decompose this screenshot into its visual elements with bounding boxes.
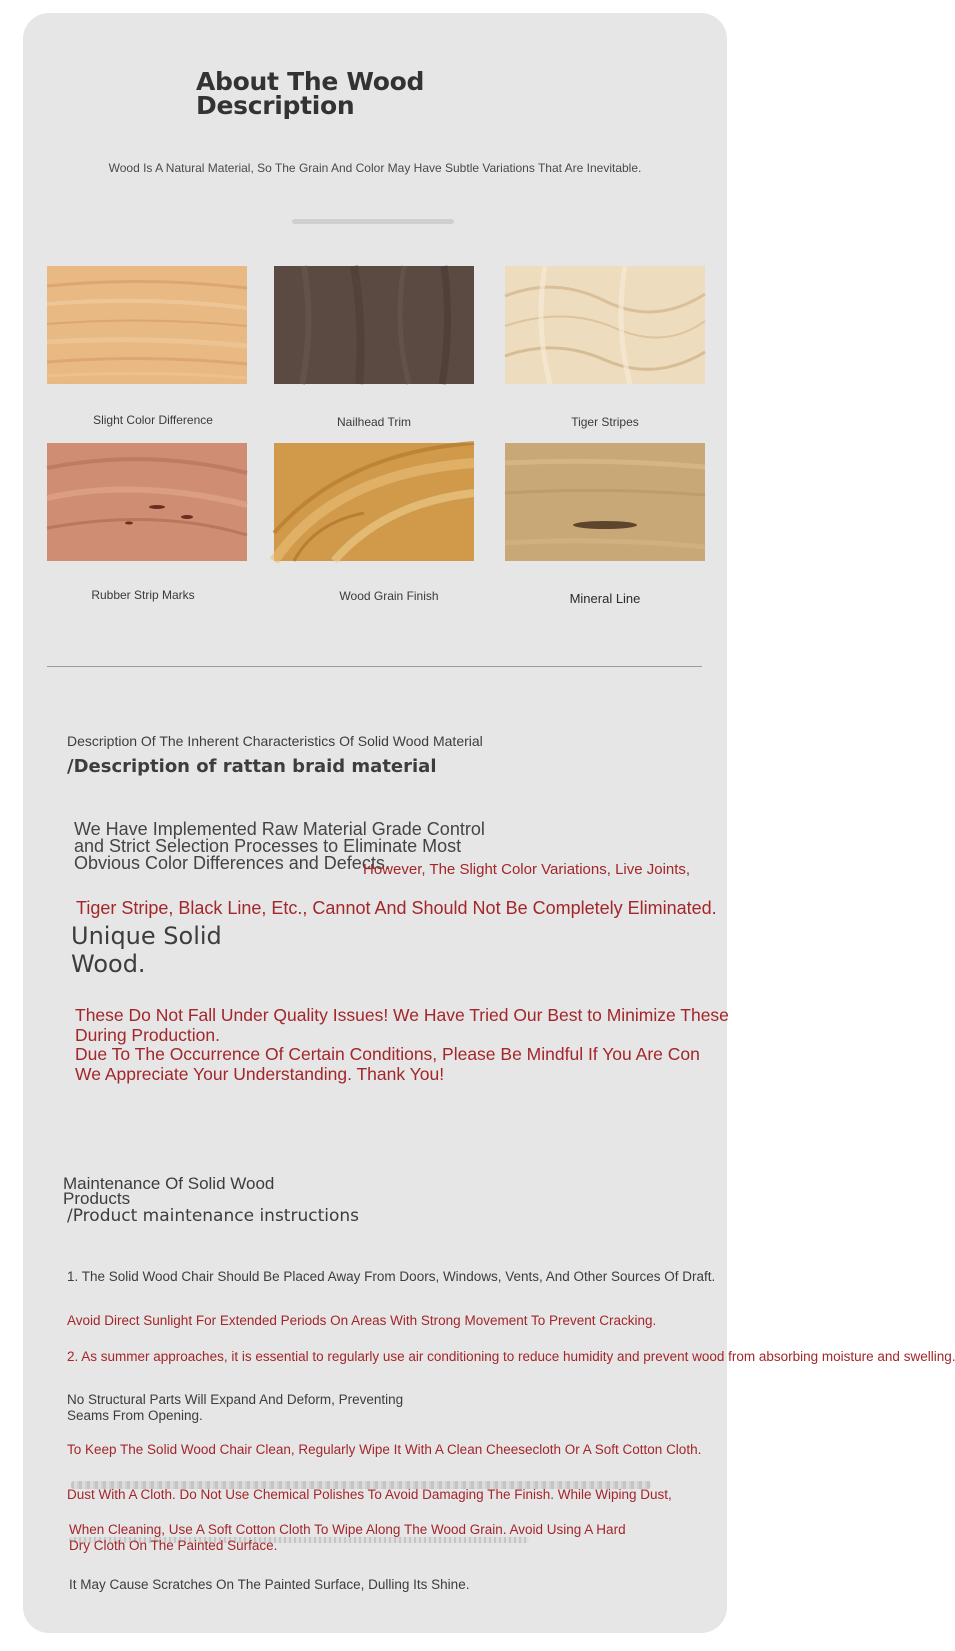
- unique-solid-wood: Unique Solid Wood.: [71, 922, 222, 978]
- cherry-grain-icon: [47, 443, 247, 561]
- maintenance-item: When Cleaning, Use A Soft Cotton Cloth To Wipe Along The Wood Grain. Avoid Using A Hard Dry Cloth On The Painted Surface.: [69, 1522, 626, 1553]
- quality-notice-line: During Production.: [75, 1024, 220, 1045]
- page-subtitle: Wood Is A Natural Material, So The Grain And Color May Have Subtle Variations That Are Inevitable.: [108, 161, 642, 175]
- swatch-tiger-maple: [505, 266, 705, 384]
- maintenance-item: 2. As summer approaches, it is essential to regularly use air conditioning to reduce humidity and prevent wood from absorbing moisture and swelling.: [67, 1349, 955, 1364]
- swatch-caption: Tiger Stripes: [571, 415, 639, 429]
- quality-control-text: We Have Implemented Raw Material Grade Control and Strict Selection Processes to Eliminate Most Obvious Color Differences and Defects.: [74, 819, 485, 873]
- content-card: [23, 13, 955, 1633]
- swatch-caption: Nailhead Trim: [336, 415, 412, 429]
- quality-notice-line: We Appreciate Your Understanding. Thank You!: [75, 1063, 445, 1084]
- maintenance-subheading: /Product maintenance instructions: [67, 1206, 360, 1226]
- quality-notice-line: Due To The Occurrence Of Certain Conditions, Please Be Mindful If You Are Con: [75, 1044, 700, 1064]
- variation-note: However, The Slight Color Variations, Live Joints,: [363, 861, 691, 878]
- maintenance-heading: Maintenance Of Solid Wood Products: [63, 1174, 275, 1208]
- light-oak-grain-icon: [47, 266, 247, 384]
- maintenance-item: 1. The Solid Wood Chair Should Be Placed Away From Doors, Windows, Vents, And Other Sources Of Draft.: [67, 1269, 716, 1284]
- swatch-caption: Rubber Strip Marks: [91, 588, 195, 602]
- section-heading: Description Of The Inherent Characteristics Of Solid Wood Material: [67, 733, 483, 749]
- section-divider: [47, 666, 702, 667]
- swatch-golden-burl: [274, 443, 474, 561]
- maintenance-item: Dust With A Cloth. Do Not Use Chemical Polishes To Avoid Damaging The Finish. While Wiping Dust,: [67, 1487, 672, 1502]
- swatch-caption: Slight Color Difference: [93, 413, 213, 427]
- divider-pill: [292, 219, 454, 224]
- swatch-cherry: [47, 443, 247, 561]
- quality-notice-line: These Do Not Fall Under Quality Issues! We Have Tried Our Best to Minimize These: [75, 1005, 729, 1025]
- maintenance-item: To Keep The Solid Wood Chair Clean, Regularly Wipe It With A Clean Cheesecloth Or A Soft Cotton Cloth.: [67, 1442, 702, 1457]
- swatch-dark-walnut: [274, 266, 474, 384]
- swatch-light-oak: [47, 266, 247, 384]
- page-title: About The Wood Description: [196, 67, 425, 120]
- mineral-streak-grain-icon: [505, 443, 705, 561]
- swatch-mineral-line: [505, 443, 705, 561]
- variation-list: Tiger Stripe, Black Line, Etc., Cannot And Should Not Be Completely Eliminated.: [76, 898, 717, 918]
- swatch-caption: Mineral Line: [569, 591, 641, 606]
- quality-notice: [75, 1006, 775, 1084]
- maintenance-item: No Structural Parts Will Expand And Deform, Preventing Seams From Opening.: [67, 1392, 404, 1423]
- maintenance-item: Avoid Direct Sunlight For Extended Periods On Areas With Strong Movement To Prevent Cracking.: [67, 1313, 657, 1328]
- maintenance-item: It May Cause Scratches On The Painted Surface, Dulling Its Shine.: [69, 1577, 470, 1592]
- tiger-maple-grain-icon: [505, 266, 705, 384]
- golden-burl-grain-icon: [274, 443, 474, 561]
- dark-walnut-grain-icon: [274, 266, 474, 384]
- swatch-caption: Wood Grain Finish: [339, 589, 439, 603]
- section-subheading: /Description of rattan braid material: [67, 756, 437, 777]
